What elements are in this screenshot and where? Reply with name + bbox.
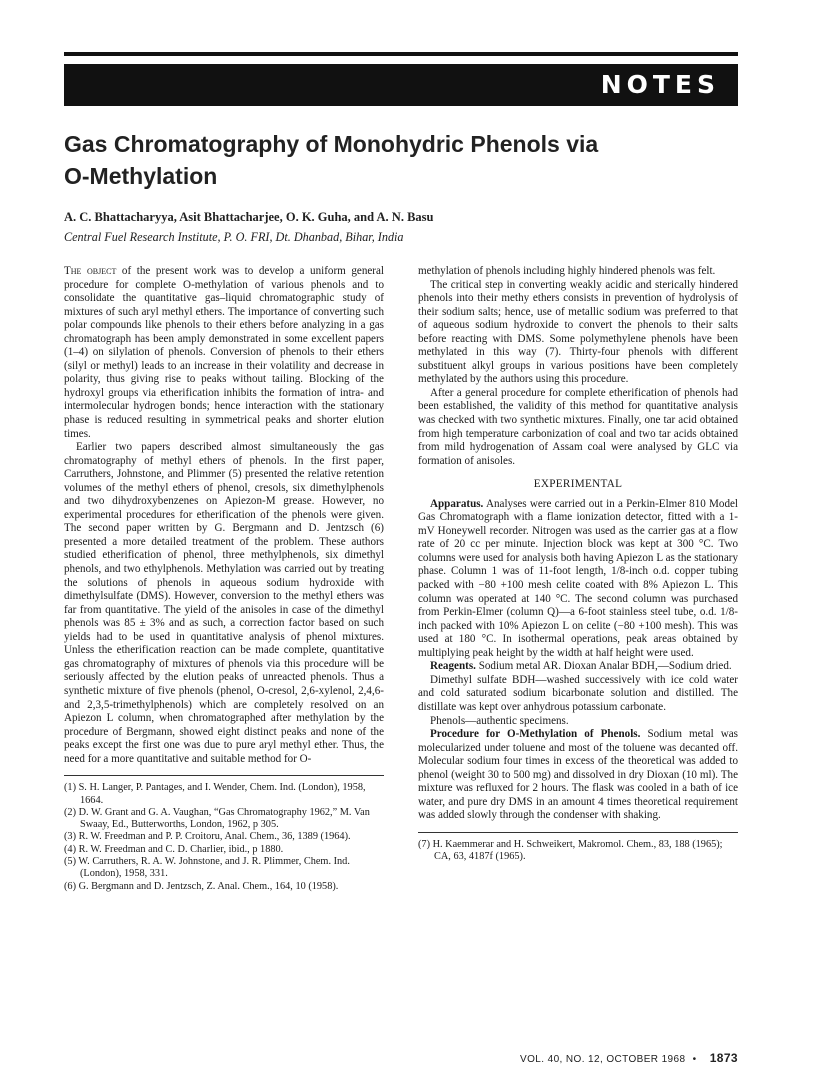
paragraph: The critical step in converting weakly acidic and sterically hindered phenols into their methy ethers consists in prevention of hydrolysis of their sodium salts; hence, use of metallic sodium was preferred to that of aqueous sodium hydroxide to convert the phenols to their salts before reacting with DMS. Some polymethylene phenols have been methylated in this way (7). Thirty-four phenols with different substituent alkyl groups in various positions have been completely methylated by the authors using this procedure.	[418, 278, 738, 386]
lead-in: The object	[64, 265, 117, 277]
paragraph: Phenols—authentic specimens.	[430, 714, 569, 727]
left-column	[64, 265, 384, 893]
paragraph: methylation of phenols including highly hindered phenols was felt.	[418, 265, 716, 277]
paragraph	[418, 728, 738, 823]
reference-item: (6) G. Bergmann and D. Jentzsch, Z. Anal. Chem., 164, 10 (1958).	[64, 880, 339, 892]
page-footer	[520, 1051, 738, 1065]
paragraph: After a general procedure for complete etherification of phenols had been established, the validity of this method for quantitative analysis was checked with two synthetic mixtures. Finally, one tar acid obtained from high temperature carbonization of coal and two tar acids obtained from mild hydrogenation of Assam coal were analysed by GLC via formation of anisoles.	[418, 386, 738, 467]
top-rule	[64, 52, 738, 56]
paragraph: Earlier two papers described almost simultaneously the gas chromatography of methyl ethers of phenols. In the first paper, Carruthers, Johnstone, and Plimmer (5) presented the relative retention volumes of the methyl ethers of phenol, cresols, six dimethylphenols and two dihydroxybenzenes on Apiezon-M grease. However, no experimental procedures for etherification of the phenols were given. The second paper written by G. Bergmann and D. Jentzsch (6) presented a more detailed treatment of the problem. These authors studied etherification of phenol, three methylphenols, six dimethyl phenols, and two ethylphenols. Methylation was carried out by treating the solutions of phenols in aqueous sodium hydroxide with dimethylsulfate (DMS). However, conversion to the methyl ethers was far from quantitative. The yield of the anisoles in case of the dimethyl phenols was 85 ± 3% and as such, a correction factor based on such yields had to be used in quantitative analysis of phenol mixtures. Unless the etherification reaction can be made complete, quantitative gas chromatography of mixtures of phenols via this procedure will be seriously affected by the elution peaks of unreacted phenols. Thus a synthetic mixture of five phenols (phenol, O-cresol, 2,6-xylenol, 2,4,6- and 2,3,5-trimethylphenols) which are completely resolved on an Apiezon L column, when chromatographed after methylation by the procedure of Bergmann, showed eight distinct peaks and none of the peaks except the first one was due to pure aryl methyl ether. Thus, the need for a more quantitative and suitable method for O-	[64, 441, 384, 765]
affiliation: Central Fuel Research Institute, P. O. FRI, Dt. Dhanbad, Bihar, India	[64, 230, 404, 244]
footnote-rule	[64, 775, 384, 776]
reference-item: (5) W. Carruthers, R. A. W. Johnstone, and J. R. Plimmer, Chem. Ind. (London), 1958, 331.	[64, 856, 350, 880]
run-in-heading: Reagents.	[430, 660, 476, 673]
section-banner	[64, 64, 738, 106]
paragraph: Dimethyl sulfate BDH—washed successively with ice cold water and cold saturated sodium bicarbonate solution and distilled. The distillate was kept over anhydrous potassium carbonate.	[418, 673, 738, 713]
reference-list	[64, 782, 384, 893]
paragraph	[418, 498, 738, 661]
reference-item: (7) H. Kaemmerar and H. Schweikert, Makromol. Chem., 83, 188 (1965); CA, 63, 4187f (1965).	[418, 838, 723, 863]
paragraph	[64, 265, 384, 441]
footnote-rule	[418, 832, 738, 833]
reference-item: (1) S. H. Langer, P. Pantages, and I. Wender, Chem. Ind. (London), 1958, 1664.	[64, 782, 366, 806]
right-column	[418, 265, 738, 863]
paragraph-text: Sodium metal AR. Dioxan Analar BDH,—Sodium dried.	[475, 660, 732, 673]
author-list: A. C. Bhattacharyya, Asit Bhattacharjee, O. K. Guha, and A. N. Basu	[64, 210, 434, 224]
paragraph-text: Analyses were carried out in a Perkin-Elmer 810 Model Gas Chromatograph with a flame ionization detector, fitted with a 1-mV Honeywell recorder. Nitrogen was used as the carrier gas at a flow rate of 20 cc per minute. Injection block was kept at 300 °C. Two columns were used for analysis both having Apiezon L as the stationary phase. Column 1 was of 11-foot length, 1/8-inch o.d. copper tubing packed with −80 +100 mesh celite coated with 8% Apiezon L. This column was operated at 140 °C. The second column was purchased from Perkin-Elmer (column Q)—a 6-foot stainless steel tube, o.d. 1/8-inch packed with 10% Apiezon L on celite (−80 +100 mesh). This was used at 180 °C. In isothermal operations, peak areas obtained by multiplying peak height by the width at half height were used.	[418, 497, 738, 659]
issue-info: VOL. 40, NO. 12, OCTOBER 1968	[520, 1054, 686, 1065]
paragraph-text: Sodium metal was molecularized under toluene and most of the toluene was decanted off. Molecular sodium four times in excess of the theoretical was added to phenol (weight 30 to 500 mg) and dissolved in dry Dioxan (10 ml). The mixture was refluxed for 2 hours. The flask was cooled in a bath of ice water, and pure dry DMS in an amount 4 times theoretical requirement was added slowly through the condenser with shaking.	[418, 728, 738, 822]
reference-item: (3) R. W. Freedman and P. P. Croitoru, Anal. Chem., 36, 1389 (1964).	[64, 831, 351, 843]
page-number: 1873	[709, 1051, 738, 1065]
article-title: Gas Chromatography of Monohydric Phenols via O-Methylation	[64, 131, 599, 189]
paragraph	[418, 660, 738, 674]
reference-item: (2) D. W. Grant and G. A. Vaughan, “Gas Chromatography 1962,” M. Van Swaay, Ed., Butterworths, London, 1962, p 305.	[64, 806, 370, 831]
section-label: NOTES	[600, 70, 720, 99]
reference-list	[418, 839, 738, 864]
run-in-heading: Apparatus.	[430, 497, 484, 510]
section-heading: EXPERIMENTAL	[533, 478, 623, 491]
separator-dot: •	[692, 1054, 697, 1065]
paragraph-text: of the present work was to develop a uniform general procedure for complete O-methylation of various phenols and to consolidate the quantitative gas–liquid chromatographic study of mixtures of such aryl methyl ethers. The importance of converting such polar compounds like phenols to their ethers before analyzing in a gas chromatograph has been amply demonstrated in some excellent papers (1–4) on silylation of phenols. Conversion of phenols to their ethers (silyl or methyl) leads to an increase in their volatility and decrease in polarity, thus giving rise to peaks without tailing. Blocking of the hydroxyl groups via etherification inhibits the formation of intra- and intermolecular hydrogen bonds; hence interaction with the stationary phase is reduced resulting in symmetrical peaks and shorter elution times.	[64, 265, 384, 440]
reference-item: (4) R. W. Freedman and C. D. Charlier, ibid., p 1880.	[64, 843, 284, 855]
run-in-heading: Procedure for O-Methylation of Phenols.	[430, 728, 641, 741]
